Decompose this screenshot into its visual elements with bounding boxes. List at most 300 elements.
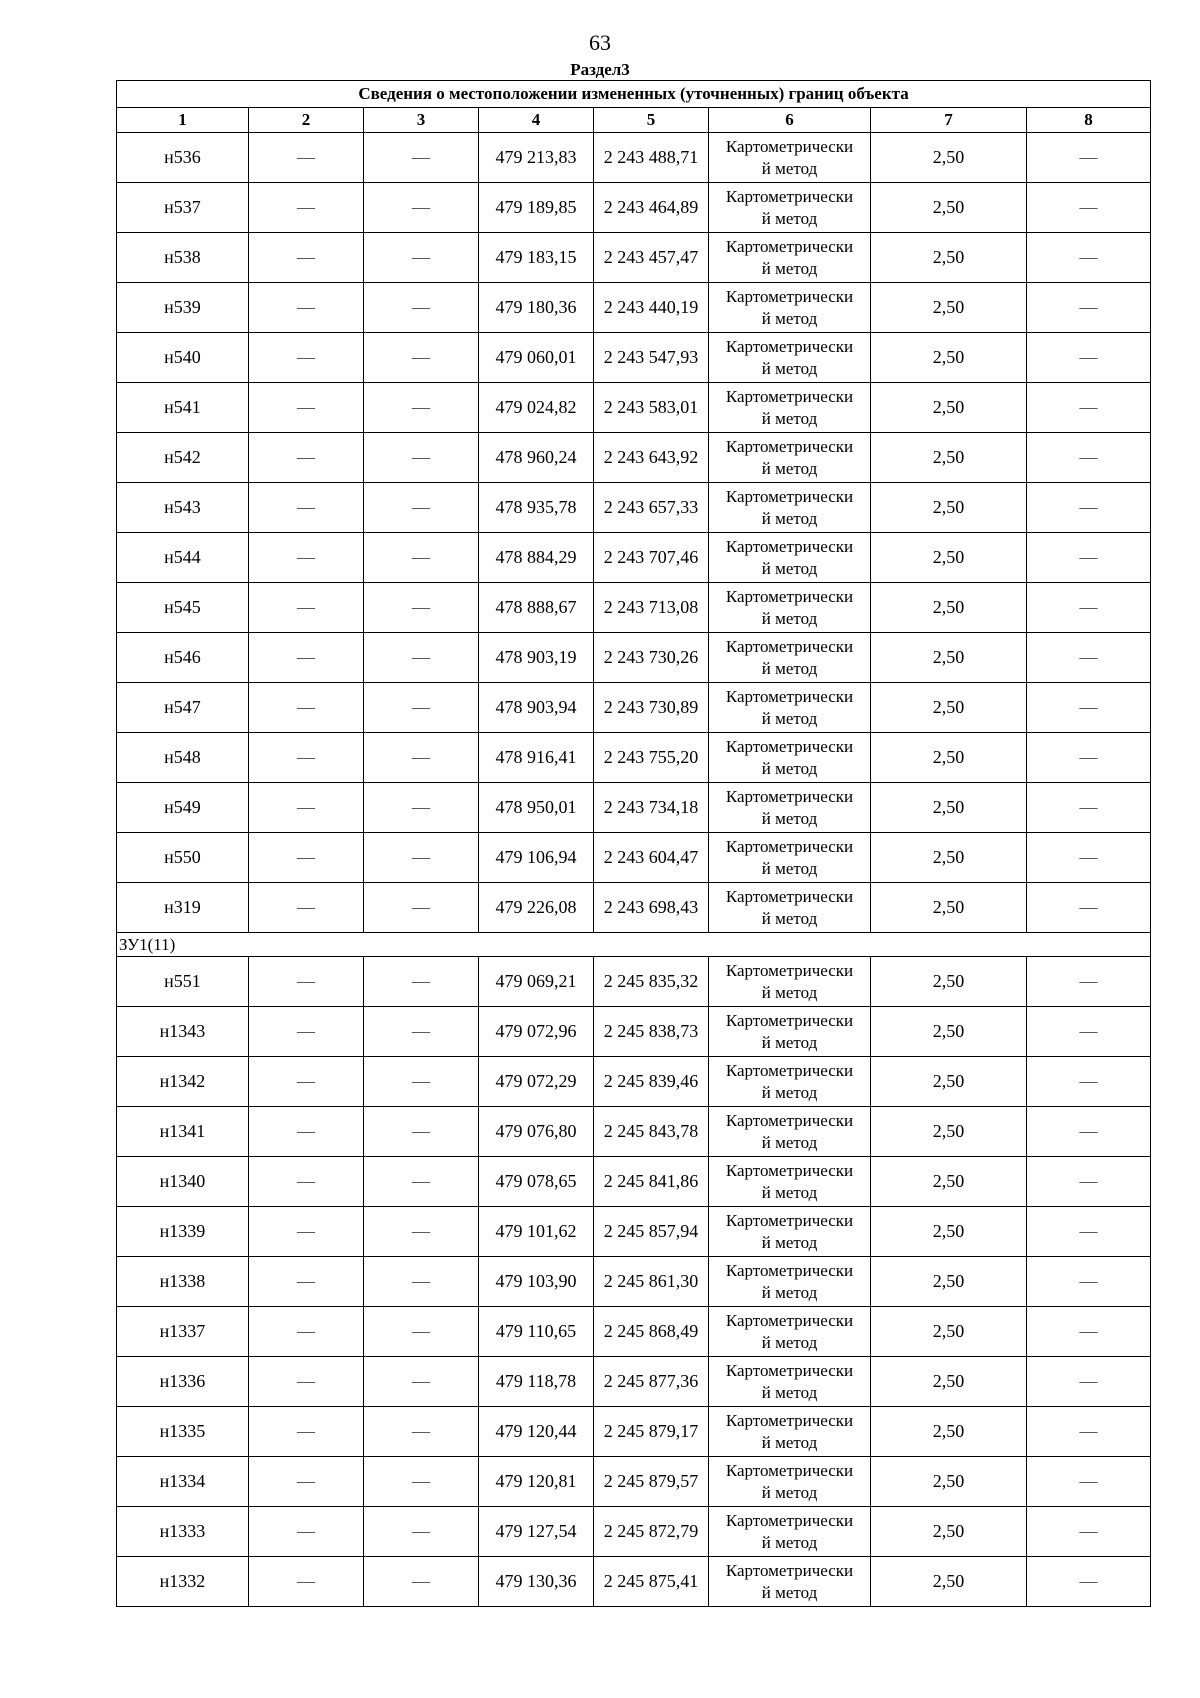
accuracy-cell: 2,50 [871, 1007, 1027, 1057]
empty-dash-cell: — [364, 733, 479, 783]
table-row [117, 1457, 1151, 1507]
accuracy-cell: 2,50 [871, 957, 1027, 1007]
method-line: й метод [761, 1432, 818, 1452]
empty-dash-cell: — [249, 1157, 364, 1207]
y-coordinate-cell: 2 243 698,43 [594, 883, 709, 933]
x-coordinate-cell: 479 110,65 [479, 1307, 594, 1357]
method-cell [709, 533, 871, 583]
empty-dash-cell: — [1027, 1157, 1151, 1207]
accuracy-cell: 2,50 [871, 133, 1027, 183]
table-row [117, 1557, 1151, 1607]
accuracy-cell: 2,50 [871, 483, 1027, 533]
accuracy-cell: 2,50 [871, 1157, 1027, 1207]
empty-dash-cell: — [249, 1057, 364, 1107]
table-row [117, 1157, 1151, 1207]
empty-dash-cell: — [249, 183, 364, 233]
empty-dash-cell: — [1027, 483, 1151, 533]
empty-dash-cell: — [1027, 433, 1151, 483]
method-line: Картометрически [725, 486, 854, 506]
method-line: й метод [761, 458, 818, 478]
accuracy-cell: 2,50 [871, 1407, 1027, 1457]
empty-dash-cell: — [1027, 533, 1151, 583]
point-name-cell: н1336 [117, 1357, 249, 1407]
point-name-cell: н1341 [117, 1107, 249, 1157]
table-row [117, 483, 1151, 533]
point-name-cell: н319 [117, 883, 249, 933]
method-line: Картометрически [725, 586, 854, 606]
empty-dash-cell: — [1027, 133, 1151, 183]
point-name-cell: н1338 [117, 1257, 249, 1307]
method-line: Картометрически [725, 1310, 854, 1330]
method-line: Картометрически [725, 786, 854, 806]
y-coordinate-cell: 2 245 875,41 [594, 1557, 709, 1607]
table-row [117, 833, 1151, 883]
x-coordinate-cell: 479 069,21 [479, 957, 594, 1007]
empty-dash-cell: — [249, 1257, 364, 1307]
empty-dash-cell: — [249, 783, 364, 833]
empty-dash-cell: — [249, 957, 364, 1007]
method-line: й метод [761, 1582, 818, 1602]
y-coordinate-cell: 2 245 861,30 [594, 1257, 709, 1307]
method-line: й метод [761, 858, 818, 878]
empty-dash-cell: — [1027, 1357, 1151, 1407]
x-coordinate-cell: 479 189,85 [479, 183, 594, 233]
accuracy-cell: 2,50 [871, 1257, 1027, 1307]
method-line: Картометрически [725, 1510, 854, 1530]
y-coordinate-cell: 2 245 835,32 [594, 957, 709, 1007]
method-line: Картометрически [725, 1560, 854, 1580]
method-line: й метод [761, 208, 818, 228]
empty-dash-cell: — [364, 233, 479, 283]
table-row [117, 583, 1151, 633]
empty-dash-cell: — [1027, 1207, 1151, 1257]
point-name-cell: н546 [117, 633, 249, 683]
point-name-cell: н1343 [117, 1007, 249, 1057]
x-coordinate-cell: 478 903,19 [479, 633, 594, 683]
group-label: ЗУ1(11) [117, 933, 1151, 957]
y-coordinate-cell: 2 243 657,33 [594, 483, 709, 533]
method-cell [709, 783, 871, 833]
table-row [117, 1357, 1151, 1407]
x-coordinate-cell: 479 226,08 [479, 883, 594, 933]
y-coordinate-cell: 2 243 464,89 [594, 183, 709, 233]
method-cell [709, 1407, 871, 1457]
y-coordinate-cell: 2 243 707,46 [594, 533, 709, 583]
x-coordinate-cell: 478 960,24 [479, 433, 594, 483]
method-line: й метод [761, 1232, 818, 1252]
empty-dash-cell: — [249, 583, 364, 633]
method-line: й метод [761, 658, 818, 678]
x-coordinate-cell: 479 120,81 [479, 1457, 594, 1507]
table-row [117, 233, 1151, 283]
x-coordinate-cell: 478 884,29 [479, 533, 594, 583]
table-row [117, 883, 1151, 933]
y-coordinate-cell: 2 245 843,78 [594, 1107, 709, 1157]
empty-dash-cell: — [1027, 1307, 1151, 1357]
method-line: Картометрически [725, 1110, 854, 1130]
y-coordinate-cell: 2 243 583,01 [594, 383, 709, 433]
accuracy-cell: 2,50 [871, 1557, 1027, 1607]
method-cell [709, 583, 871, 633]
table-caption: Сведения о местоположении измененных (уточненных) границ объекта [117, 81, 1151, 108]
accuracy-cell: 2,50 [871, 1307, 1027, 1357]
empty-dash-cell: — [1027, 333, 1151, 383]
method-cell [709, 633, 871, 683]
x-coordinate-cell: 479 076,80 [479, 1107, 594, 1157]
empty-dash-cell: — [364, 683, 479, 733]
x-coordinate-cell: 478 935,78 [479, 483, 594, 533]
point-name-cell: н1333 [117, 1507, 249, 1557]
method-line: Картометрически [725, 686, 854, 706]
point-name-cell: н545 [117, 583, 249, 633]
method-line: й метод [761, 1182, 818, 1202]
column-number: 4 [479, 108, 594, 133]
empty-dash-cell: — [364, 1057, 479, 1107]
x-coordinate-cell: 479 060,01 [479, 333, 594, 383]
table-row [117, 183, 1151, 233]
x-coordinate-cell: 479 130,36 [479, 1557, 594, 1607]
empty-dash-cell: — [1027, 957, 1151, 1007]
x-coordinate-cell: 479 101,62 [479, 1207, 594, 1257]
table-row [117, 1507, 1151, 1557]
x-coordinate-cell: 479 103,90 [479, 1257, 594, 1307]
empty-dash-cell: — [1027, 833, 1151, 883]
point-name-cell: н1340 [117, 1157, 249, 1207]
x-coordinate-cell: 479 106,94 [479, 833, 594, 883]
method-cell [709, 733, 871, 783]
method-cell [709, 1107, 871, 1157]
x-coordinate-cell: 478 888,67 [479, 583, 594, 633]
table-body [117, 133, 1151, 1607]
empty-dash-cell: — [249, 733, 364, 783]
method-line: Картометрически [725, 636, 854, 656]
empty-dash-cell: — [249, 883, 364, 933]
method-line: й метод [761, 408, 818, 428]
method-line: й метод [761, 758, 818, 778]
method-cell [709, 1157, 871, 1207]
empty-dash-cell: — [364, 883, 479, 933]
table-row [117, 957, 1151, 1007]
column-number: 7 [871, 108, 1027, 133]
y-coordinate-cell: 2 243 457,47 [594, 233, 709, 283]
point-name-cell: н1332 [117, 1557, 249, 1607]
empty-dash-cell: — [364, 1007, 479, 1057]
empty-dash-cell: — [249, 1507, 364, 1557]
method-line: й метод [761, 1332, 818, 1352]
table-row [117, 633, 1151, 683]
accuracy-cell: 2,50 [871, 733, 1027, 783]
empty-dash-cell: — [249, 833, 364, 883]
empty-dash-cell: — [249, 1207, 364, 1257]
y-coordinate-cell: 2 243 643,92 [594, 433, 709, 483]
empty-dash-cell: — [249, 633, 364, 683]
empty-dash-cell: — [249, 1307, 364, 1357]
y-coordinate-cell: 2 245 857,94 [594, 1207, 709, 1257]
empty-dash-cell: — [364, 283, 479, 333]
x-coordinate-cell: 479 078,65 [479, 1157, 594, 1207]
empty-dash-cell: — [1027, 1457, 1151, 1507]
method-line: й метод [761, 708, 818, 728]
point-name-cell: н1339 [117, 1207, 249, 1257]
coordinates-table [116, 80, 1151, 1607]
method-cell [709, 333, 871, 383]
accuracy-cell: 2,50 [871, 1357, 1027, 1407]
method-cell [709, 1207, 871, 1257]
empty-dash-cell: — [364, 1257, 479, 1307]
table-row [117, 1407, 1151, 1457]
empty-dash-cell: — [364, 1507, 479, 1557]
method-line: Картометрически [725, 186, 854, 206]
method-line: Картометрически [725, 536, 854, 556]
method-cell [709, 1257, 871, 1307]
empty-dash-cell: — [364, 483, 479, 533]
method-line: Картометрически [725, 286, 854, 306]
accuracy-cell: 2,50 [871, 783, 1027, 833]
empty-dash-cell: — [364, 783, 479, 833]
method-line: Картометрически [725, 1460, 854, 1480]
y-coordinate-cell: 2 243 488,71 [594, 133, 709, 183]
empty-dash-cell: — [249, 1457, 364, 1507]
y-coordinate-cell: 2 243 755,20 [594, 733, 709, 783]
table-row [117, 433, 1151, 483]
empty-dash-cell: — [249, 133, 364, 183]
empty-dash-cell: — [364, 183, 479, 233]
empty-dash-cell: — [1027, 233, 1151, 283]
method-line: й метод [761, 982, 818, 1002]
empty-dash-cell: — [1027, 1407, 1151, 1457]
method-cell [709, 1357, 871, 1407]
x-coordinate-cell: 479 120,44 [479, 1407, 594, 1457]
y-coordinate-cell: 2 245 868,49 [594, 1307, 709, 1357]
point-name-cell: н1334 [117, 1457, 249, 1507]
x-coordinate-cell: 479 118,78 [479, 1357, 594, 1407]
y-coordinate-cell: 2 245 839,46 [594, 1057, 709, 1107]
method-line: Картометрически [725, 1160, 854, 1180]
accuracy-cell: 2,50 [871, 1207, 1027, 1257]
accuracy-cell: 2,50 [871, 1057, 1027, 1107]
empty-dash-cell: — [249, 533, 364, 583]
table-row [117, 333, 1151, 383]
empty-dash-cell: — [364, 333, 479, 383]
accuracy-cell: 2,50 [871, 633, 1027, 683]
method-cell [709, 1507, 871, 1557]
method-cell [709, 1557, 871, 1607]
point-name-cell: н542 [117, 433, 249, 483]
column-number: 8 [1027, 108, 1151, 133]
y-coordinate-cell: 2 243 730,89 [594, 683, 709, 733]
table-row [117, 283, 1151, 333]
table-row [117, 1207, 1151, 1257]
accuracy-cell: 2,50 [871, 883, 1027, 933]
x-coordinate-cell: 479 072,29 [479, 1057, 594, 1107]
empty-dash-cell: — [364, 833, 479, 883]
method-line: Картометрически [725, 236, 854, 256]
group-header-row [117, 933, 1151, 957]
column-number-row [117, 108, 1151, 133]
empty-dash-cell: — [1027, 1257, 1151, 1307]
empty-dash-cell: — [1027, 1107, 1151, 1157]
x-coordinate-cell: 479 180,36 [479, 283, 594, 333]
method-line: й метод [761, 908, 818, 928]
empty-dash-cell: — [1027, 1507, 1151, 1557]
point-name-cell: н538 [117, 233, 249, 283]
empty-dash-cell: — [1027, 883, 1151, 933]
accuracy-cell: 2,50 [871, 233, 1027, 283]
column-number: 2 [249, 108, 364, 133]
empty-dash-cell: — [249, 1357, 364, 1407]
column-number: 6 [709, 108, 871, 133]
empty-dash-cell: — [364, 533, 479, 583]
x-coordinate-cell: 478 916,41 [479, 733, 594, 783]
method-line: Картометрически [725, 336, 854, 356]
method-line: й метод [761, 1132, 818, 1152]
table-row [117, 383, 1151, 433]
empty-dash-cell: — [364, 1207, 479, 1257]
accuracy-cell: 2,50 [871, 333, 1027, 383]
table-row [117, 683, 1151, 733]
x-coordinate-cell: 479 213,83 [479, 133, 594, 183]
method-cell [709, 1457, 871, 1507]
x-coordinate-cell: 479 072,96 [479, 1007, 594, 1057]
method-cell [709, 1007, 871, 1057]
empty-dash-cell: — [364, 1407, 479, 1457]
method-cell [709, 883, 871, 933]
y-coordinate-cell: 2 243 604,47 [594, 833, 709, 883]
method-line: Картометрически [725, 136, 854, 156]
empty-dash-cell: — [1027, 1557, 1151, 1607]
x-coordinate-cell: 479 183,15 [479, 233, 594, 283]
accuracy-cell: 2,50 [871, 683, 1027, 733]
method-line: Картометрически [725, 1060, 854, 1080]
accuracy-cell: 2,50 [871, 1457, 1027, 1507]
table-row [117, 533, 1151, 583]
method-line: Картометрически [725, 836, 854, 856]
empty-dash-cell: — [249, 683, 364, 733]
method-line: Картометрически [725, 736, 854, 756]
table-row [117, 1307, 1151, 1357]
method-line: й метод [761, 308, 818, 328]
empty-dash-cell: — [364, 1557, 479, 1607]
empty-dash-cell: — [364, 383, 479, 433]
method-cell [709, 957, 871, 1007]
x-coordinate-cell: 479 127,54 [479, 1507, 594, 1557]
method-line: й метод [761, 1382, 818, 1402]
accuracy-cell: 2,50 [871, 583, 1027, 633]
y-coordinate-cell: 2 245 872,79 [594, 1507, 709, 1557]
method-line: й метод [761, 608, 818, 628]
point-name-cell: н536 [117, 133, 249, 183]
point-name-cell: н544 [117, 533, 249, 583]
method-line: й метод [761, 258, 818, 278]
y-coordinate-cell: 2 245 879,57 [594, 1457, 709, 1507]
empty-dash-cell: — [364, 1457, 479, 1507]
point-name-cell: н547 [117, 683, 249, 733]
method-line: й метод [761, 158, 818, 178]
accuracy-cell: 2,50 [871, 383, 1027, 433]
accuracy-cell: 2,50 [871, 1107, 1027, 1157]
point-name-cell: н543 [117, 483, 249, 533]
section-title: Раздел3 [570, 60, 630, 79]
empty-dash-cell: — [249, 333, 364, 383]
y-coordinate-cell: 2 243 440,19 [594, 283, 709, 333]
empty-dash-cell: — [364, 1157, 479, 1207]
method-line: й метод [761, 1482, 818, 1502]
accuracy-cell: 2,50 [871, 283, 1027, 333]
method-line: Картометрически [725, 1210, 854, 1230]
method-line: й метод [761, 1532, 818, 1552]
empty-dash-cell: — [249, 1007, 364, 1057]
empty-dash-cell: — [1027, 183, 1151, 233]
empty-dash-cell: — [1027, 683, 1151, 733]
table-row [117, 1257, 1151, 1307]
table-row [117, 133, 1151, 183]
column-number: 5 [594, 108, 709, 133]
y-coordinate-cell: 2 243 730,26 [594, 633, 709, 683]
method-line: Картометрически [725, 386, 854, 406]
point-name-cell: н540 [117, 333, 249, 383]
empty-dash-cell: — [1027, 733, 1151, 783]
empty-dash-cell: — [1027, 583, 1151, 633]
empty-dash-cell: — [249, 1107, 364, 1157]
empty-dash-cell: — [249, 383, 364, 433]
method-line: Картометрически [725, 1360, 854, 1380]
y-coordinate-cell: 2 245 879,17 [594, 1407, 709, 1457]
method-cell [709, 1057, 871, 1107]
method-cell [709, 433, 871, 483]
method-line: й метод [761, 808, 818, 828]
accuracy-cell: 2,50 [871, 183, 1027, 233]
method-cell [709, 133, 871, 183]
y-coordinate-cell: 2 245 838,73 [594, 1007, 709, 1057]
table-row [117, 1107, 1151, 1157]
method-cell [709, 183, 871, 233]
method-cell [709, 833, 871, 883]
y-coordinate-cell: 2 245 841,86 [594, 1157, 709, 1207]
method-line: Картометрически [725, 1260, 854, 1280]
method-cell [709, 383, 871, 433]
point-name-cell: н1337 [117, 1307, 249, 1357]
accuracy-cell: 2,50 [871, 433, 1027, 483]
point-name-cell: н548 [117, 733, 249, 783]
y-coordinate-cell: 2 245 877,36 [594, 1357, 709, 1407]
empty-dash-cell: — [364, 1357, 479, 1407]
method-cell [709, 483, 871, 533]
empty-dash-cell: — [364, 1307, 479, 1357]
x-coordinate-cell: 479 024,82 [479, 383, 594, 433]
accuracy-cell: 2,50 [871, 533, 1027, 583]
method-line: Картометрически [725, 1410, 854, 1430]
empty-dash-cell: — [1027, 283, 1151, 333]
x-coordinate-cell: 478 903,94 [479, 683, 594, 733]
point-name-cell: н537 [117, 183, 249, 233]
table-caption-row [117, 81, 1151, 108]
empty-dash-cell: — [249, 233, 364, 283]
method-cell [709, 233, 871, 283]
table-row [117, 783, 1151, 833]
point-name-cell: н550 [117, 833, 249, 883]
empty-dash-cell: — [364, 1107, 479, 1157]
method-line: й метод [761, 508, 818, 528]
empty-dash-cell: — [1027, 383, 1151, 433]
method-line: й метод [761, 1282, 818, 1302]
y-coordinate-cell: 2 243 713,08 [594, 583, 709, 633]
empty-dash-cell: — [1027, 633, 1151, 683]
y-coordinate-cell: 2 243 547,93 [594, 333, 709, 383]
empty-dash-cell: — [249, 483, 364, 533]
point-name-cell: н1335 [117, 1407, 249, 1457]
empty-dash-cell: — [364, 583, 479, 633]
empty-dash-cell: — [364, 433, 479, 483]
